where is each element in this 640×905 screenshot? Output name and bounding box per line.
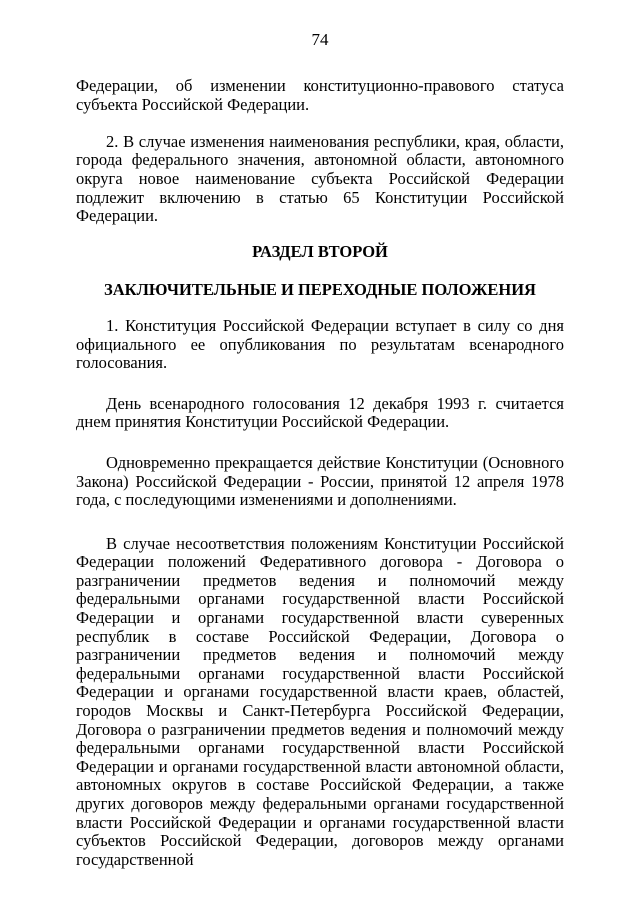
page-number: 74: [311, 30, 329, 49]
section-title: ЗАКЛЮЧИТЕЛЬНЫЕ И ПЕРЕХОДНЫЕ ПОЛОЖЕНИЯ: [104, 280, 536, 300]
paragraph-voting-day: День всенародного голосования 12 декабря 1993 г. считается днем принятия Конституции Российской Федерации.: [76, 393, 564, 432]
paragraph-item-1: 1. Конституция Российской Федерации вступает в силу со дня официального ее опубликования по результатам всенародного голосования.: [76, 315, 564, 373]
paragraph-continuation: Федерации, об изменении конституционно-правового статуса субъекта Российской Федерации.: [76, 76, 564, 114]
paragraph-item-2: 2. В случае изменения наименования республики, края, области, города федерального значения, автономной области, автономного округа новое наименование субъекта Российской Федерации подлежит включению в статью 65 Конституции Российской Федерации.: [76, 131, 564, 226]
section-heading: РАЗДЕЛ ВТОРОЙ: [252, 241, 388, 261]
paragraph-nonconformity: В случае несоответствия положениям Конституции Российской Федерации положений Федеративного договора - Договора о разграничении предметов ведения и полномочий между федеральными органами государственной власти Российской Федерации и органами государственной власти суверенных республик в составе Российской Федерации, Договора о разграничении предметов ведения и полномочий между федеральными органами государственной власти Российской Федерации и органами государственной власти краев, областей, городов Москвы и Санкт-Петербурга Российской Федерации, Договора о разграничении предметов ведения и полномочий между федеральными органами государственной власти Российской Федерации и органами государственной власти автономной области, автономных округов в составе Российской Федерации, а также других договоров между федеральными органами государственной власти Российской Федерации и органами государственной власти субъектов Российской Федерации, договоров между органами государственной: [76, 533, 564, 869]
paragraph-termination: Одновременно прекращается действие Конституции (Основного Закона) Российской Федерации - России, принятой 12 апреля 1978 года, с последующими изменениями и дополнениями.: [76, 452, 564, 510]
document-body: [76, 77, 564, 869]
